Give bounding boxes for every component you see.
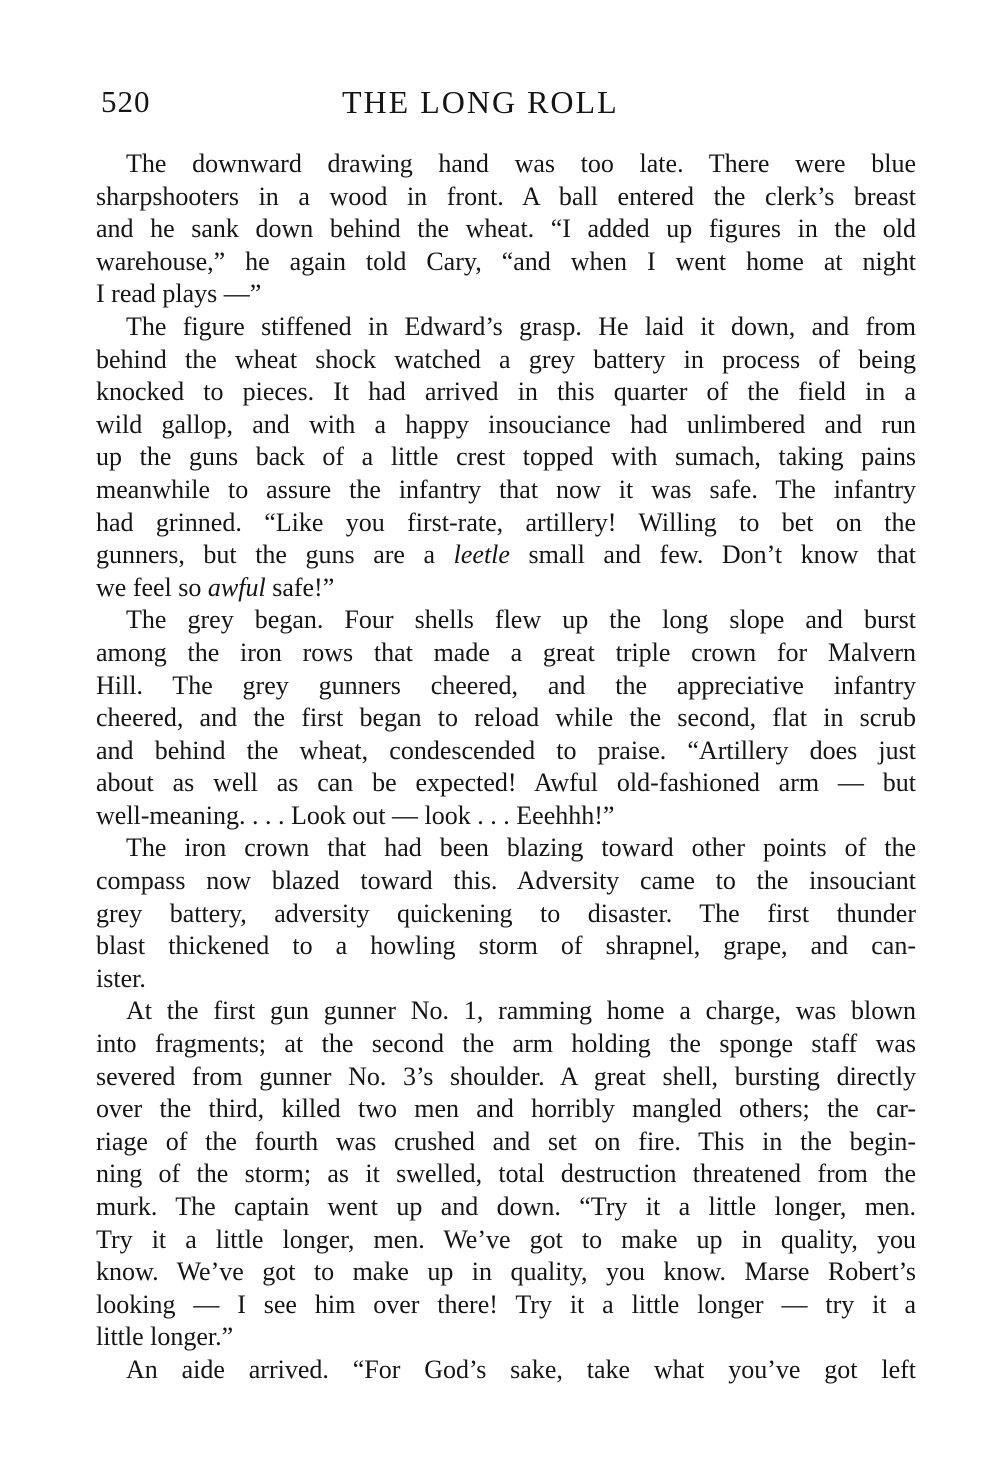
text-line xyxy=(96,572,916,605)
page-number: 520 xyxy=(101,84,151,119)
text-run: gunners, but the guns are a xyxy=(96,540,454,570)
text-line: The figure stiffened in Edward’s grasp. He laid it down, and from xyxy=(126,311,916,341)
running-title: THE LONG ROLL xyxy=(342,84,619,120)
text-line: Hill. The grey gunners cheered, and the appreciative infantry xyxy=(96,670,916,700)
italic-word: awful xyxy=(207,572,266,602)
text-line: The iron crown that had been blazing toward other points of the xyxy=(126,833,916,863)
text-line: little longer.” xyxy=(96,1322,234,1352)
text-line: behind the wheat shock watched a grey battery in process of being xyxy=(96,344,916,374)
text-line xyxy=(96,539,916,572)
body-text xyxy=(96,148,916,1387)
text-line: ning of the storm; as it swelled, total destruction threatened from the xyxy=(96,1159,916,1189)
text-line: murk. The captain went up and down. “Try it a little longer, men. xyxy=(96,1192,916,1221)
text-line: into fragments; at the second the arm holding the sponge staff was xyxy=(96,1029,916,1059)
text-line: sharpshooters in a wood in front. A ball entered the clerk’s breast xyxy=(96,181,916,211)
text-line: severed from gunner No. 3’s shoulder. A great shell, bursting directly xyxy=(96,1061,916,1091)
text-line: At the first gun gunner No. 1, ramming home a charge, was blown xyxy=(126,996,916,1026)
text-line: about as well as can be expected! Awful old-fashioned arm — but xyxy=(96,768,916,798)
text-line: I read plays —” xyxy=(96,279,262,309)
page-header xyxy=(0,84,1000,126)
text-run: we feel so xyxy=(96,572,208,602)
text-line: well-meaning. . . . Look out — look . . . Eeehhh!” xyxy=(96,800,615,830)
text-line: up the guns back of a little crest topped with sumach, taking pains xyxy=(96,442,916,472)
text-line: looking — I see him over there! Try it a little longer — try it a xyxy=(96,1289,916,1319)
paragraph xyxy=(96,995,916,1354)
paragraph xyxy=(96,1354,916,1387)
text-line: wild gallop, and with a happy insouciance had unlimbered and run xyxy=(96,409,916,439)
text-line: riage of the fourth was crushed and set on fire. This in the begin- xyxy=(96,1126,916,1156)
italic-word: leetle xyxy=(453,540,510,570)
text-line: compass now blazed toward this. Adversity came to the insouciant xyxy=(96,866,916,896)
paragraph xyxy=(96,604,916,832)
text-line: The grey began. Four shells flew up the long slope and burst xyxy=(126,605,916,635)
text-line: know. We’ve got to make up in quality, you know. Marse Robert’s xyxy=(96,1257,916,1287)
text-line: had grinned. “Like you first-rate, artillery! Willing to bet on the xyxy=(96,507,916,537)
text-line: warehouse,” he again told Cary, “and when I went home at night xyxy=(96,246,916,276)
text-line: Try it a little longer, men. We’ve got to make up in quality, you xyxy=(96,1224,916,1254)
text-line: The downward drawing hand was too late. There were blue xyxy=(126,149,916,178)
text-run: safe!” xyxy=(265,572,335,602)
paragraph xyxy=(96,311,916,604)
text-line: cheered, and the first began to reload while the second, flat in scrub xyxy=(96,703,916,733)
text-line: blast thickened to a howling storm of shrapnel, grape, and can- xyxy=(96,931,916,961)
text-line: grey battery, adversity quickening to disaster. The first thunder xyxy=(96,898,916,928)
text-run: small and few. Don’t know that xyxy=(509,540,916,570)
text-line: meanwhile to assure the infantry that now it was safe. The infantry xyxy=(96,474,916,504)
text-line: knocked to pieces. It had arrived in this quarter of the field in a xyxy=(96,377,916,407)
text-line: over the third, killed two men and horribly mangled others; the car- xyxy=(96,1094,916,1124)
text-line: An aide arrived. “For God’s sake, take what you’ve got left xyxy=(126,1354,916,1384)
text-line: and behind the wheat, condescended to praise. “Artillery does just xyxy=(96,735,916,765)
paragraph xyxy=(96,148,916,311)
text-line: and he sank down behind the wheat. “I added up figures in the old xyxy=(96,214,916,244)
text-line: ister. xyxy=(96,963,146,993)
paragraph xyxy=(96,832,916,995)
text-line: among the iron rows that made a great triple crown for Malvern xyxy=(96,637,916,667)
